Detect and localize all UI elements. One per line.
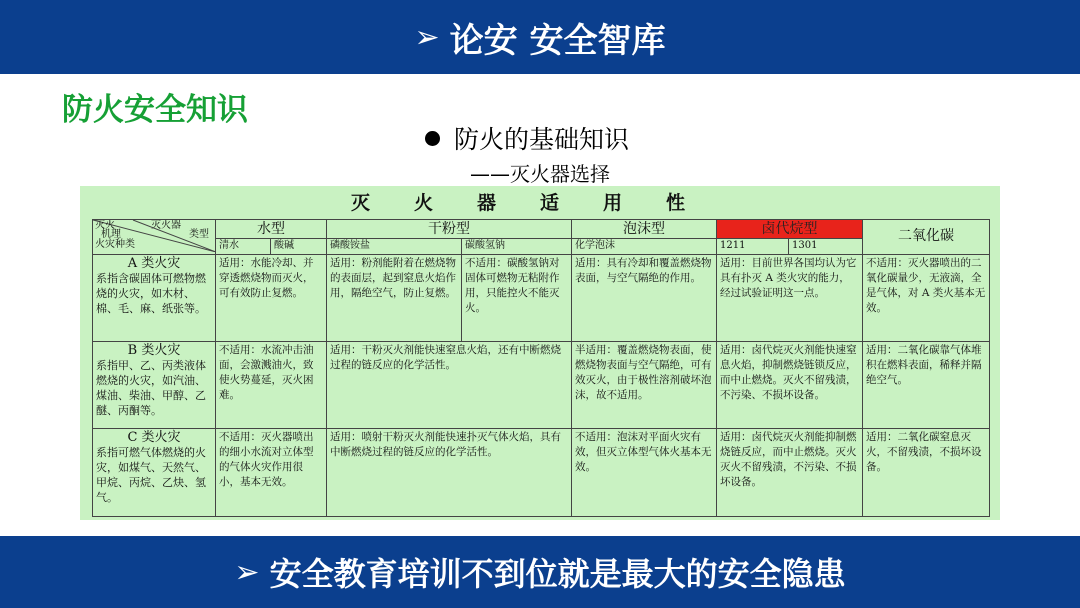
corner-label-class: 火灾种类 [95, 239, 135, 250]
bullet-item [425, 120, 629, 156]
bullet-dot-icon [425, 131, 440, 146]
class-a-water: 适用：水能冷却、并穿透燃烧物而灭火，可有效防止复燃。 [216, 254, 327, 341]
group-water: 水型 [216, 220, 327, 239]
class-b-cell [93, 341, 216, 429]
corner-label-fire: 灭火 [95, 220, 115, 231]
group-foam: 泡沫型 [572, 220, 717, 239]
group-halon: 卤代烷型 [717, 220, 863, 239]
class-a-foam: 适用：具有冷却和覆盖燃烧物表面，与空气隔绝的作用。 [572, 254, 717, 341]
table-row-class-a [93, 254, 990, 341]
subtype-water-acid: 酸碱 [271, 239, 327, 255]
arrow-icon: ➢ [234, 554, 260, 590]
bullet-text: 防火的基础知识 [454, 125, 630, 154]
section-title: 防火安全知识 [62, 92, 248, 128]
subtype-foam-chemical: 化学泡沫 [572, 239, 717, 255]
class-b-water: 不适用：水流冲击油面，会激溅油火，致使火势蔓延，灭火困难。 [216, 341, 327, 429]
class-b-desc: 系指甲、乙、丙类液体燃烧的火灾，如汽油、煤油、柴油、甲醇、乙醚、丙酮等。 [96, 358, 206, 417]
header-title: 论安 安全智库 [449, 20, 666, 61]
corner-header [93, 220, 216, 255]
class-a-name: A 类火灾 [127, 255, 181, 271]
extinguisher-table [92, 219, 990, 517]
table-title: 灭火器适用性 [350, 192, 729, 214]
subtype-water-clear: 清水 [216, 239, 271, 255]
class-c-cell [93, 429, 216, 517]
group-powder: 干粉型 [327, 220, 572, 239]
arrow-icon: ➢ [414, 19, 440, 55]
class-a-halon: 适用：目前世界各国均认为它具有扑灭 A 类火灾的能力，经过试验证明这一点。 [717, 254, 863, 341]
subtype-powder-bicarbonate: 碳酸氢钠 [462, 239, 572, 255]
class-c-co2: 适用：二氧化碳窒息灭火，不留残渍，不损坏设备。 [863, 429, 990, 517]
footer-text: 安全教育培训不到位就是最大的安全隐患 [269, 555, 846, 593]
subheading: ——灭火器选择 [470, 162, 610, 186]
class-a-desc: 系指含碳固体可燃物燃烧的火灾，如木材、棉、毛、麻、纸张等。 [96, 271, 206, 315]
class-c-water: 不适用：灭火器喷出的细小水流对立体型的气体火灾作用很小，基本无效。 [216, 429, 327, 517]
class-b-name: B 类火灾 [127, 342, 181, 358]
class-c-name: C 类火灾 [127, 430, 181, 446]
extinguisher-table-card [80, 186, 1000, 520]
class-c-halon: 适用：卤代烷灭火剂能抑制燃烧链反应，而中止燃烧。灭火灭火不留残渍，不污染、不损坏设备。 [717, 429, 863, 517]
subtype-halon-1301: 1301 [789, 239, 863, 255]
corner-label-type-sub: 类型 [189, 229, 209, 240]
class-b-co2: 适用：二氧化碳靠气体堆积在燃料表面，稀释并隔绝空气。 [863, 341, 990, 429]
class-b-foam: 半适用：覆盖燃烧物表面，使燃烧物表面与空气隔绝，可有效灭火，由于极性溶剂破坏泡沫，故不适用。 [572, 341, 717, 429]
class-c-foam: 不适用：泡沫对平面火灾有效，但灭立体型气体火基本无效。 [572, 429, 717, 517]
class-a-co2: 不适用：灭火器喷出的二氧化碳量少，无液滴，全是气体，对 A 类火基本无效。 [863, 254, 990, 341]
corner-label-mechanism: 机理 [101, 229, 121, 240]
group-co2: 二氧化碳 [863, 220, 990, 255]
header-banner [0, 0, 1080, 74]
subtype-powder-ammonium: 磷酸铵盐 [327, 239, 462, 255]
table-row-class-b [93, 341, 990, 429]
subtype-halon-1211: 1211 [717, 239, 789, 255]
class-b-halon: 适用：卤代烷灭火剂能快速窒息火焰，抑制燃烧链锁反应，而中止燃烧。灭火不留残渍，不污染、不损坏设备。 [717, 341, 863, 429]
class-a-powder-bicarbonate: 不适用：碳酸氢钠对固体可燃物无粘附作用，只能控火不能灭火。 [462, 254, 572, 341]
class-c-desc: 系指可燃气体燃烧的火灾，如煤气、天然气、甲烷、丙烷、乙炔、氢气。 [96, 446, 206, 505]
corner-label-type: 灭火器 [151, 220, 181, 231]
class-c-powder: 适用：喷射干粉灭火剂能快速扑灭气体火焰，具有中断燃烧过程的链反应的化学活性。 [327, 429, 572, 517]
footer-banner [0, 536, 1080, 608]
table-row-class-c [93, 429, 990, 517]
class-a-cell [93, 254, 216, 341]
class-b-powder: 适用：干粉灭火剂能快速窒息火焰，还有中断燃烧过程的链反应的化学活性。 [327, 341, 572, 429]
class-a-powder-ammonium: 适用：粉剂能附着在燃烧物的表面层，起到窒息火焰作用，隔绝空气，防止复燃。 [327, 254, 462, 341]
